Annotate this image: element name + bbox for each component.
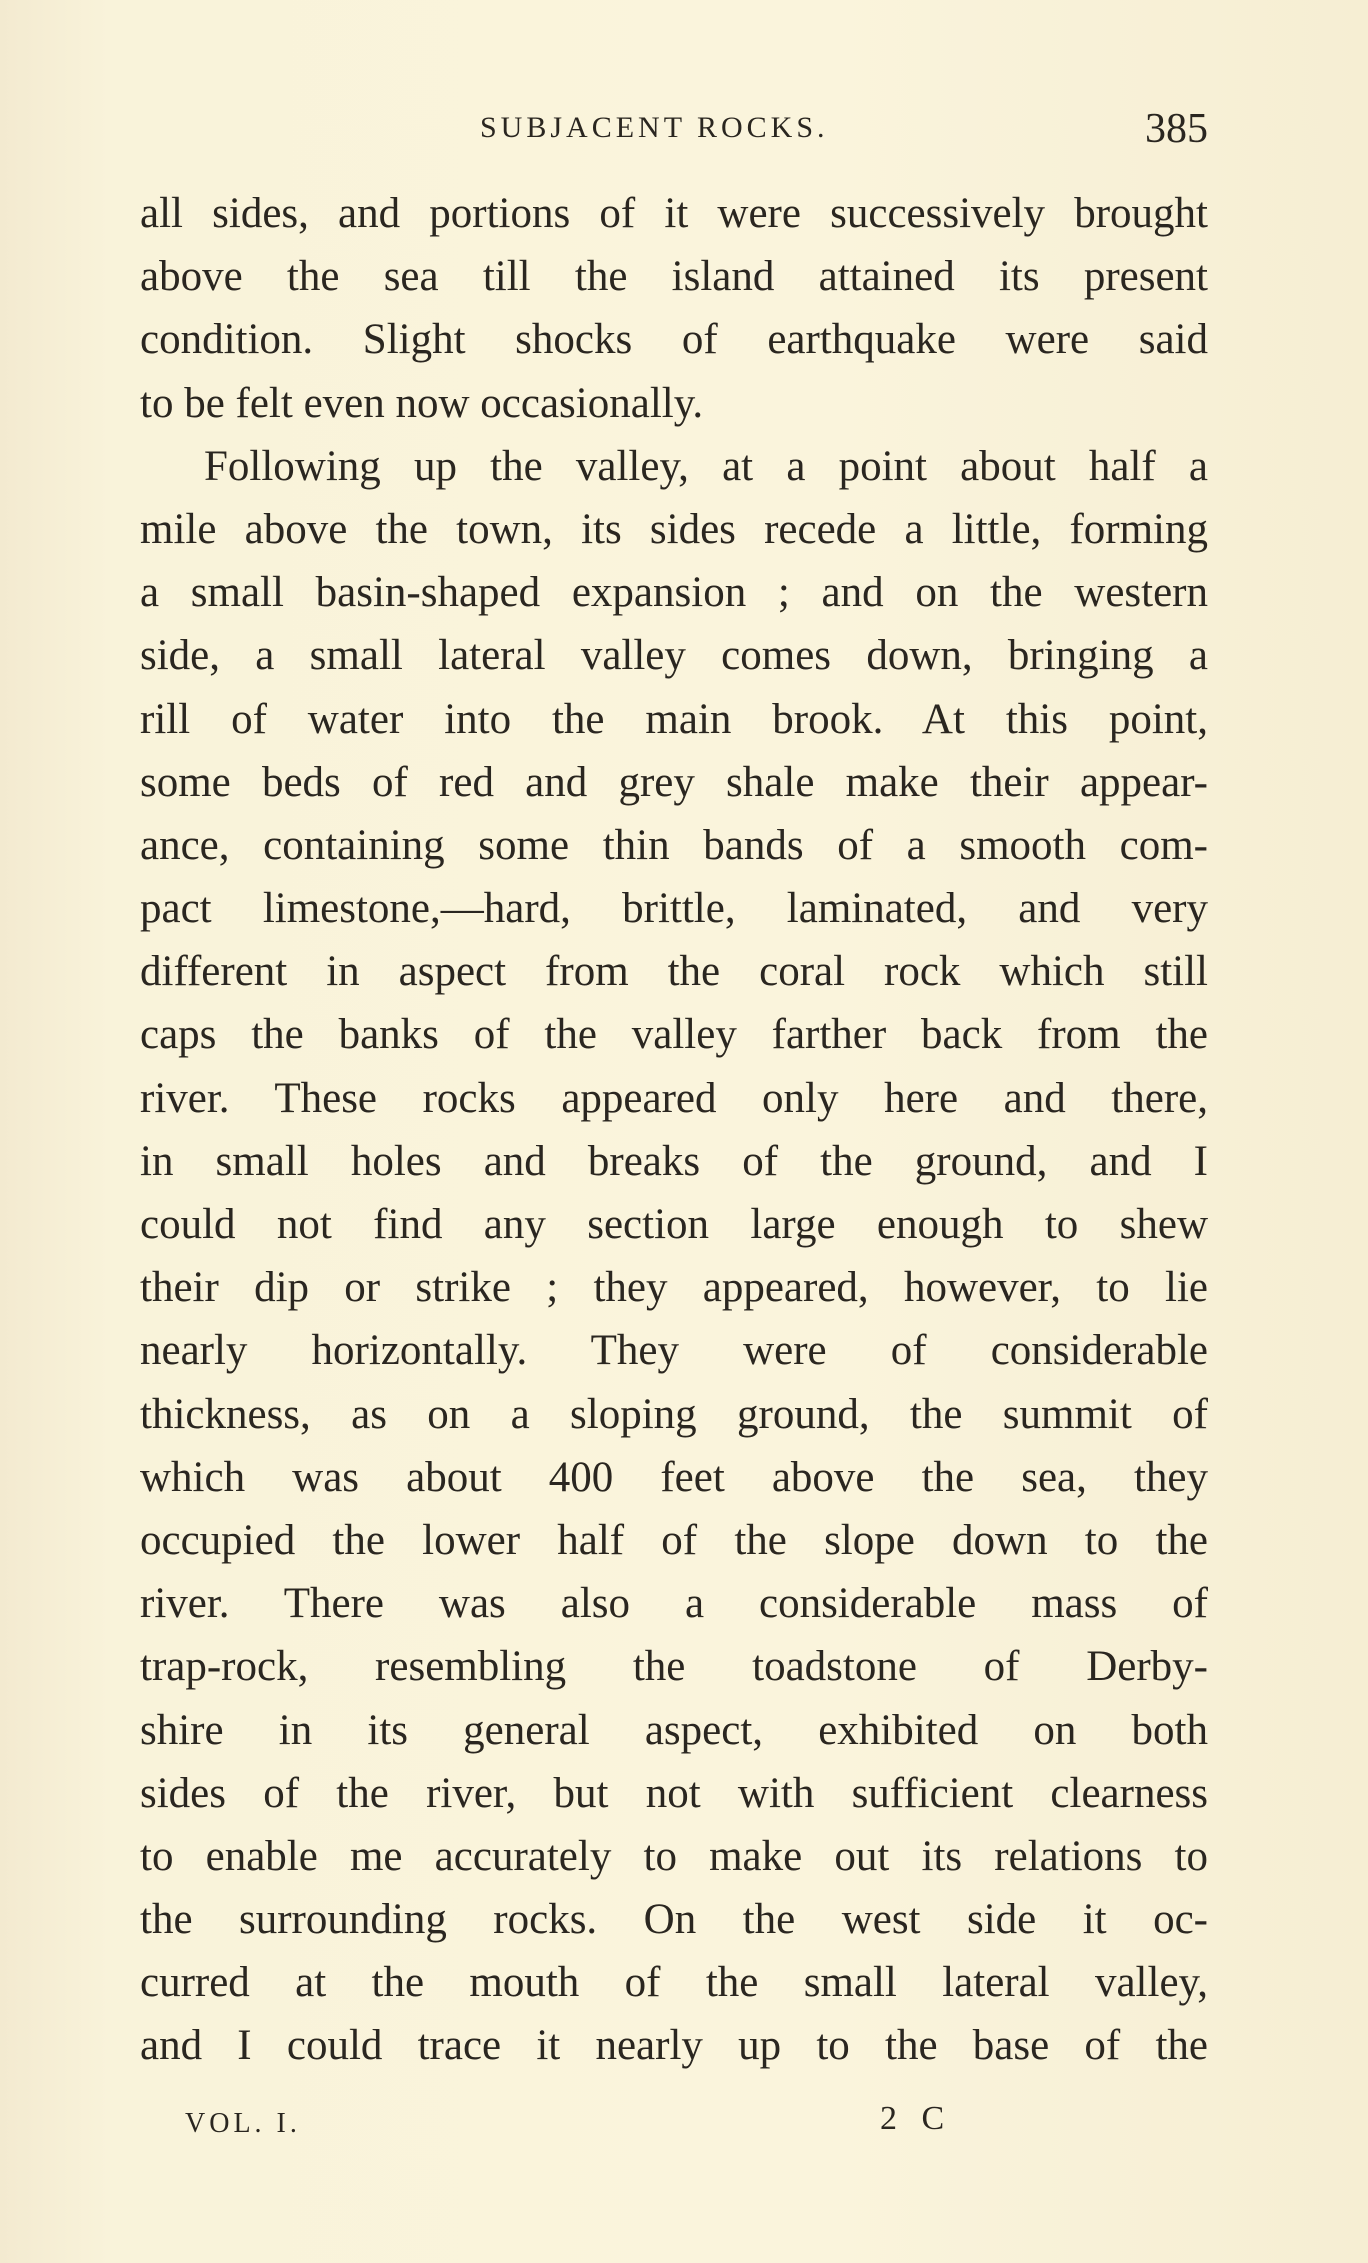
volume-label: VOL. I. bbox=[185, 2108, 301, 2139]
text-line: mile above the town, its sides recede a little, forming bbox=[140, 505, 1208, 553]
text-line: which was about 400 feet above the sea, they bbox=[140, 1453, 1208, 1501]
text-line: above the sea till the island attained its present bbox=[140, 253, 1208, 301]
text-line: to be felt even now occasionally. bbox=[140, 379, 704, 427]
text-line: and I could trace it nearly up to the base of the bbox=[140, 2022, 1208, 2070]
page-number: 385 bbox=[1145, 106, 1208, 152]
text-line: ance, containing some thin bands of a smooth com- bbox=[140, 821, 1208, 869]
text-line: shire in its general aspect, exhibited on both bbox=[140, 1706, 1208, 1754]
text-line: thickness, as on a sloping ground, the summit of bbox=[140, 1390, 1208, 1438]
text-line: a small basin-shaped expansion ; and on the western bbox=[140, 569, 1208, 617]
text-line: the surrounding rocks. On the west side it oc- bbox=[140, 1896, 1208, 1944]
text-line: nearly horizontally. They were of considerable bbox=[140, 1327, 1208, 1375]
text-line: side, a small lateral valley comes down, bringing a bbox=[140, 632, 1208, 680]
signature-mark: 2 C bbox=[880, 2100, 953, 2137]
page-footer bbox=[185, 2100, 985, 2150]
text-line: condition. Slight shocks of earthquake were said bbox=[140, 316, 1208, 364]
text-line: all sides, and portions of it were successively brought bbox=[140, 190, 1208, 237]
text-line: some beds of red and grey shale make their appear- bbox=[140, 758, 1208, 806]
text-line: could not find any section large enough to shew bbox=[140, 1201, 1208, 1248]
text-line: rill of water into the main brook. At this point, bbox=[140, 695, 1208, 743]
body-text bbox=[140, 182, 1208, 2078]
text-line: different in aspect from the coral rock which still bbox=[140, 948, 1208, 996]
text-line: to enable me accurately to make out its relations to bbox=[140, 1832, 1208, 1880]
text-line: caps the banks of the valley farther back from the bbox=[140, 1011, 1208, 1059]
text-line: curred at the mouth of the small lateral valley, bbox=[140, 1959, 1208, 2007]
text-line: occupied the lower half of the slope down to the bbox=[140, 1516, 1208, 1564]
text-line: their dip or strike ; they appeared, however, to lie bbox=[140, 1264, 1208, 1312]
text-line: trap-rock, resembling the toadstone of Derby- bbox=[140, 1643, 1208, 1691]
text-line: sides of the river, but not with sufficient clearness bbox=[140, 1769, 1208, 1817]
text-line: Following up the valley, at a point about half a bbox=[204, 442, 1208, 490]
running-head bbox=[140, 105, 1208, 155]
text-line: in small holes and breaks of the ground, and I bbox=[140, 1137, 1208, 1185]
running-title: SUBJACENT ROCKS. bbox=[480, 111, 829, 144]
text-line: river. There was also a considerable mass of bbox=[140, 1580, 1208, 1628]
text-line: pact limestone,—hard, brittle, laminated, and very bbox=[140, 885, 1208, 933]
text-line: river. These rocks appeared only here and there, bbox=[140, 1074, 1208, 1122]
